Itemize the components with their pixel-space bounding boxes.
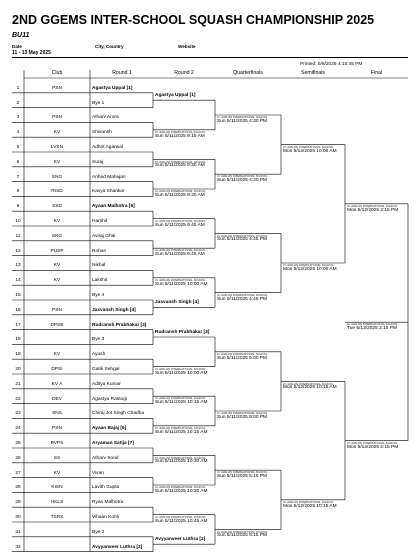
round-2-court: Ct: AVALON INTERNATIONAL SCHOOL: [155, 514, 206, 519]
entry-player-name: Atharv Sood: [92, 455, 119, 461]
entry-player-name: Avyyanveer Luthra [2]: [92, 544, 143, 550]
round-2-time: Sun 5/11/2025 10:00 AM: [155, 370, 208, 376]
entry-club: KV: [53, 352, 61, 358]
round-2-time: Sun 5/11/2025 9:45 AM: [155, 222, 205, 228]
quarterfinal-court: Ct: AVALON INTERNATIONAL SCHOOL: [217, 233, 268, 238]
entry-club: TSRS: [50, 515, 64, 520]
entry-player-name: Bye 1: [92, 100, 105, 106]
round-2-court: Ct: AVALON INTERNATIONAL SCHOOL: [155, 426, 206, 430]
entry-seed-number: 8: [16, 189, 20, 195]
entry-player-name: Ayaan Bajaj [6]: [92, 426, 127, 432]
entry-seed-number: 10: [15, 219, 21, 224]
entry-player-name: Aviraj Ghai: [92, 233, 116, 239]
entry-seed-number: 24: [15, 426, 21, 432]
column-header-final: Final: [370, 70, 383, 76]
final-time: Tue 5/13/2025 2:15 PM: [347, 326, 397, 332]
entry-club: PSN: [52, 426, 62, 432]
round-2-court: Ct: AVALON INTERNATIONAL SCHOOL: [155, 218, 206, 223]
entry-seed-number: 4: [16, 130, 20, 136]
semifinal-court: Ct: AVALON INTERNATIONAL SCHOOL: [283, 500, 334, 504]
entry-player-name: Bye 3: [92, 337, 105, 343]
entry-player-name: Kavya Shankar: [92, 189, 125, 195]
final-feed-time: Mon 5/12/2025 2:15 PM: [347, 444, 399, 450]
entry-player-name: Anhad Mahajan: [92, 174, 126, 180]
entry-seed-number: 5: [16, 145, 20, 150]
round-2-court: Ct: AVALON INTERNATIONAL SCHOOL: [155, 366, 206, 371]
final-court: Ct: AVALON INTERNATIONAL SCHOOL: [347, 322, 398, 327]
round-2-winner: Agastya Uppal [1]: [155, 93, 196, 99]
entry-seed-number: 18: [15, 337, 21, 343]
round-2-court: Ct: AVALON INTERNATIONAL SCHOOL: [155, 189, 206, 194]
entry-player-name: Ayaan Malhotra [5]: [92, 204, 135, 210]
entry-club: DPSI: [51, 367, 63, 372]
entry-seed-number: 13: [15, 263, 21, 269]
entry-player-name: Aryaman Satija [7]: [92, 441, 134, 446]
entry-club: BVPS: [50, 441, 64, 446]
entry-club: KISN: [51, 485, 63, 491]
round-2-court: Ct: AVALON INTERNATIONAL SCHOOL: [155, 396, 206, 401]
location-label: City, Country: [95, 44, 124, 49]
round-2-court: Ct: AVALON INTERNATIONAL SCHOOL: [155, 455, 206, 460]
quarterfinal-court: Ct: AVALON INTERNATIONAL SCHOOL: [217, 529, 268, 534]
website-label: Website: [178, 44, 196, 49]
semifinal-court: Ct: AVALON INTERNATIONAL SCHOOL: [283, 263, 334, 268]
entry-player-name: Gatik Sehgal: [92, 367, 120, 372]
quarterfinal-time: Sun 5/11/2025 5:00 PM: [217, 355, 268, 361]
entry-seed-number: 15: [15, 293, 21, 298]
entry-seed-number: 26: [15, 455, 21, 461]
entry-player-name: Rudransh Prabhakar [3]: [92, 322, 147, 328]
final-feed-court: Ct: AVALON INTERNATIONAL SCHOOL: [347, 204, 398, 208]
round-2-time: Sun 5/11/2025 10:45 AM: [155, 518, 208, 524]
entry-club: PUSP: [50, 248, 64, 254]
entry-player-name: Lavith Gupta: [92, 485, 120, 491]
entry-club: DEV: [52, 396, 62, 402]
division-label: BU11: [12, 32, 30, 39]
quarterfinal-time: Sun 5/11/2025 4:45 PM: [217, 237, 268, 243]
column-header-quarterfinals: Quarterfinals: [233, 70, 263, 76]
entry-club: KV: [53, 470, 61, 476]
entry-player-name: Nikhal: [92, 263, 106, 269]
entry-club: LVSN: [50, 145, 64, 150]
round-2-winner: Avyyanveer Luthra [2]: [155, 537, 206, 543]
entry-seed-number: 9: [16, 204, 20, 210]
entry-seed-number: 3: [16, 115, 20, 121]
printed-timestamp: Printed: 5/8/2025 4:15:45 PM: [300, 62, 363, 67]
entry-seed-number: 12: [15, 248, 21, 254]
entry-seed-number: 22: [15, 396, 21, 402]
entry-club: PSN: [52, 85, 62, 91]
entry-seed-number: 19: [15, 352, 21, 358]
date-label: Date: [12, 44, 22, 49]
entry-seed-number: 27: [15, 470, 21, 476]
round-2-time: Sun 5/11/2025 10:15 AM: [155, 400, 208, 406]
entry-player-name: Bye 4: [92, 293, 105, 298]
round-2-time: Sun 5/11/2025 9:45 AM: [155, 252, 205, 258]
entry-player-name: Aditya Kumar: [92, 381, 121, 387]
entry-club: KV A: [51, 381, 63, 387]
quarterfinal-time: Sun 5/11/2025 5:00 PM: [217, 415, 268, 420]
entry-seed-number: 28: [15, 485, 21, 491]
round-2-time: Sun 5/11/2025 9:15 AM: [155, 133, 205, 139]
entry-seed-number: 20: [15, 367, 21, 372]
entry-seed-number: 16: [15, 307, 21, 313]
round-2-time: Sun 5/11/2025 10:30 AM: [155, 459, 208, 465]
entry-seed-number: 2: [16, 100, 20, 106]
entry-club: RISD: [51, 189, 63, 195]
round-2-time: Sun 5/11/2025 9:30 AM: [155, 193, 205, 198]
quarterfinal-court: Ct: AVALON INTERNATIONAL SCHOOL: [217, 115, 268, 120]
entry-player-name: Shivansh: [92, 130, 112, 136]
quarterfinal-court: Ct: AVALON INTERNATIONAL SCHOOL: [217, 352, 268, 356]
entry-seed-number: 30: [15, 515, 21, 520]
round-2-court: Ct: AVALON INTERNATIONAL SCHOOL: [155, 485, 206, 490]
entry-club: SNS: [52, 411, 62, 417]
column-header-semifinals: Semifinals: [301, 70, 325, 76]
entry-club: PSN: [52, 115, 62, 121]
final-feed-time: Mon 5/12/2025 2:15 PM: [347, 207, 399, 213]
entry-seed-number: 32: [15, 544, 21, 550]
entry-club: SSD: [52, 204, 62, 210]
entry-club: KV: [53, 219, 61, 224]
entry-club: PSN: [52, 307, 62, 313]
entry-seed-number: 25: [15, 441, 21, 446]
semifinal-time: Mon 5/12/2025 10:00 AM: [283, 148, 337, 154]
entry-club: KV: [53, 159, 61, 165]
column-header-round-1: Round 1: [112, 70, 132, 76]
column-header-round-2: Round 2: [174, 70, 194, 76]
entry-seed-number: 7: [16, 174, 20, 180]
quarterfinal-time: Sun 5/11/2025 4:30 PM: [217, 178, 268, 184]
semifinal-court: Ct: AVALON INTERNATIONAL SCHOOL: [283, 144, 334, 149]
semifinal-time: Mon 5/12/2025 10:15 AM: [283, 503, 337, 509]
quarterfinal-court: Ct: AVALON INTERNATIONAL SCHOOL: [217, 411, 268, 416]
entry-club: KV: [53, 278, 61, 284]
quarterfinal-court: Ct: AVALON INTERNATIONAL SCHOOL: [217, 292, 268, 297]
quarterfinal-court: Ct: AVALON INTERNATIONAL SCHOOL: [217, 174, 268, 179]
entry-seed-number: 31: [15, 529, 21, 535]
round-2-court: Ct: AVALON INTERNATIONAL SCHOOL: [155, 248, 206, 253]
round-2-time: Sun 5/11/2025 10:30 AM: [155, 489, 208, 494]
round-2-winner: Rudransh Prabhakar [3]: [155, 330, 210, 335]
entry-player-name: Lakshit: [92, 278, 108, 284]
entry-player-name: Adhrit Agarwal: [92, 145, 123, 150]
entry-seed-number: 29: [15, 500, 21, 506]
entry-club: DPSE: [50, 322, 64, 328]
entry-club: HKLS: [50, 500, 64, 506]
entry-seed-number: 1: [16, 85, 20, 91]
round-2-winner: Jasvansh Singh [4]: [155, 300, 199, 306]
entry-player-name: Jasvansh Singh [4]: [92, 307, 136, 313]
entry-player-name: Vihaan Kohli: [92, 515, 119, 520]
quarterfinal-time: Sun 5/11/2025 4:45 PM: [217, 296, 268, 302]
entry-player-name: Bye 2: [92, 529, 105, 535]
quarterfinal-time: Sun 5/11/2025 5:15 PM: [217, 474, 268, 480]
round-2-time: Sun 5/11/2025 10:00 AM: [155, 281, 208, 287]
semifinal-court: Ct: AVALON INTERNATIONAL SCHOOL: [283, 381, 334, 386]
tournament-title: 2ND GGEMS INTER-SCHOOL SQUASH CHAMPIONSHIP 2025: [12, 13, 375, 27]
semifinal-time: Mon 5/12/2025 10:00 AM: [283, 267, 337, 272]
date-value: 11 - 13 May 2025: [12, 50, 51, 56]
quarterfinal-time: Sun 5/11/2025 4:30 PM: [217, 119, 268, 124]
entry-seed-number: 23: [15, 411, 21, 417]
column-header-club: Club: [51, 70, 63, 76]
entry-seed-number: 21: [15, 381, 21, 387]
entry-club: SNG: [51, 233, 63, 239]
quarterfinal-court: Ct: AVALON INTERNATIONAL SCHOOL: [217, 470, 268, 475]
final-feed-court: Ct: AVALON INTERNATIONAL SCHOOL: [347, 440, 398, 445]
entry-club: SS: [53, 455, 61, 461]
entry-seed-number: 17: [15, 322, 21, 328]
entry-player-name: Agastya Uppal [1]: [92, 85, 133, 91]
entry-player-name: Rohan: [92, 248, 107, 254]
round-2-court: Ct: AVALON INTERNATIONAL SCHOOL: [155, 159, 206, 164]
round-2-court: Ct: AVALON INTERNATIONAL SCHOOL: [155, 130, 206, 134]
entry-club: KV: [53, 263, 61, 269]
semifinal-time: Mon 5/12/2025 10:15 AM: [283, 385, 337, 391]
entry-player-name: Ayush: [92, 352, 106, 358]
round-2-time: Sun 5/11/2025 9:30 AM: [155, 163, 205, 169]
entry-player-name: Vivan: [92, 470, 104, 476]
entry-player-name: Ryan Malhotra: [92, 500, 124, 506]
entry-player-name: Harshit: [92, 219, 108, 224]
round-2-time: Sun 5/11/2025 10:15 AM: [155, 429, 208, 435]
entry-club: SNG: [51, 174, 63, 180]
entry-player-name: Chiraj Jot Singh Chadha: [92, 411, 144, 417]
entry-player-name: Atharv Arora: [92, 115, 119, 121]
entry-seed-number: 14: [15, 278, 21, 284]
entry-seed-number: 11: [15, 233, 21, 239]
entry-player-name: Agastya Rastogi: [92, 396, 127, 402]
quarterfinal-time: Sun 5/11/2025 5:15 PM: [217, 533, 268, 539]
round-2-court: Ct: AVALON INTERNATIONAL SCHOOL: [155, 278, 206, 282]
entry-seed-number: 6: [16, 159, 20, 165]
entry-club: KV: [53, 130, 61, 136]
entry-player-name: Suraj: [92, 159, 104, 165]
